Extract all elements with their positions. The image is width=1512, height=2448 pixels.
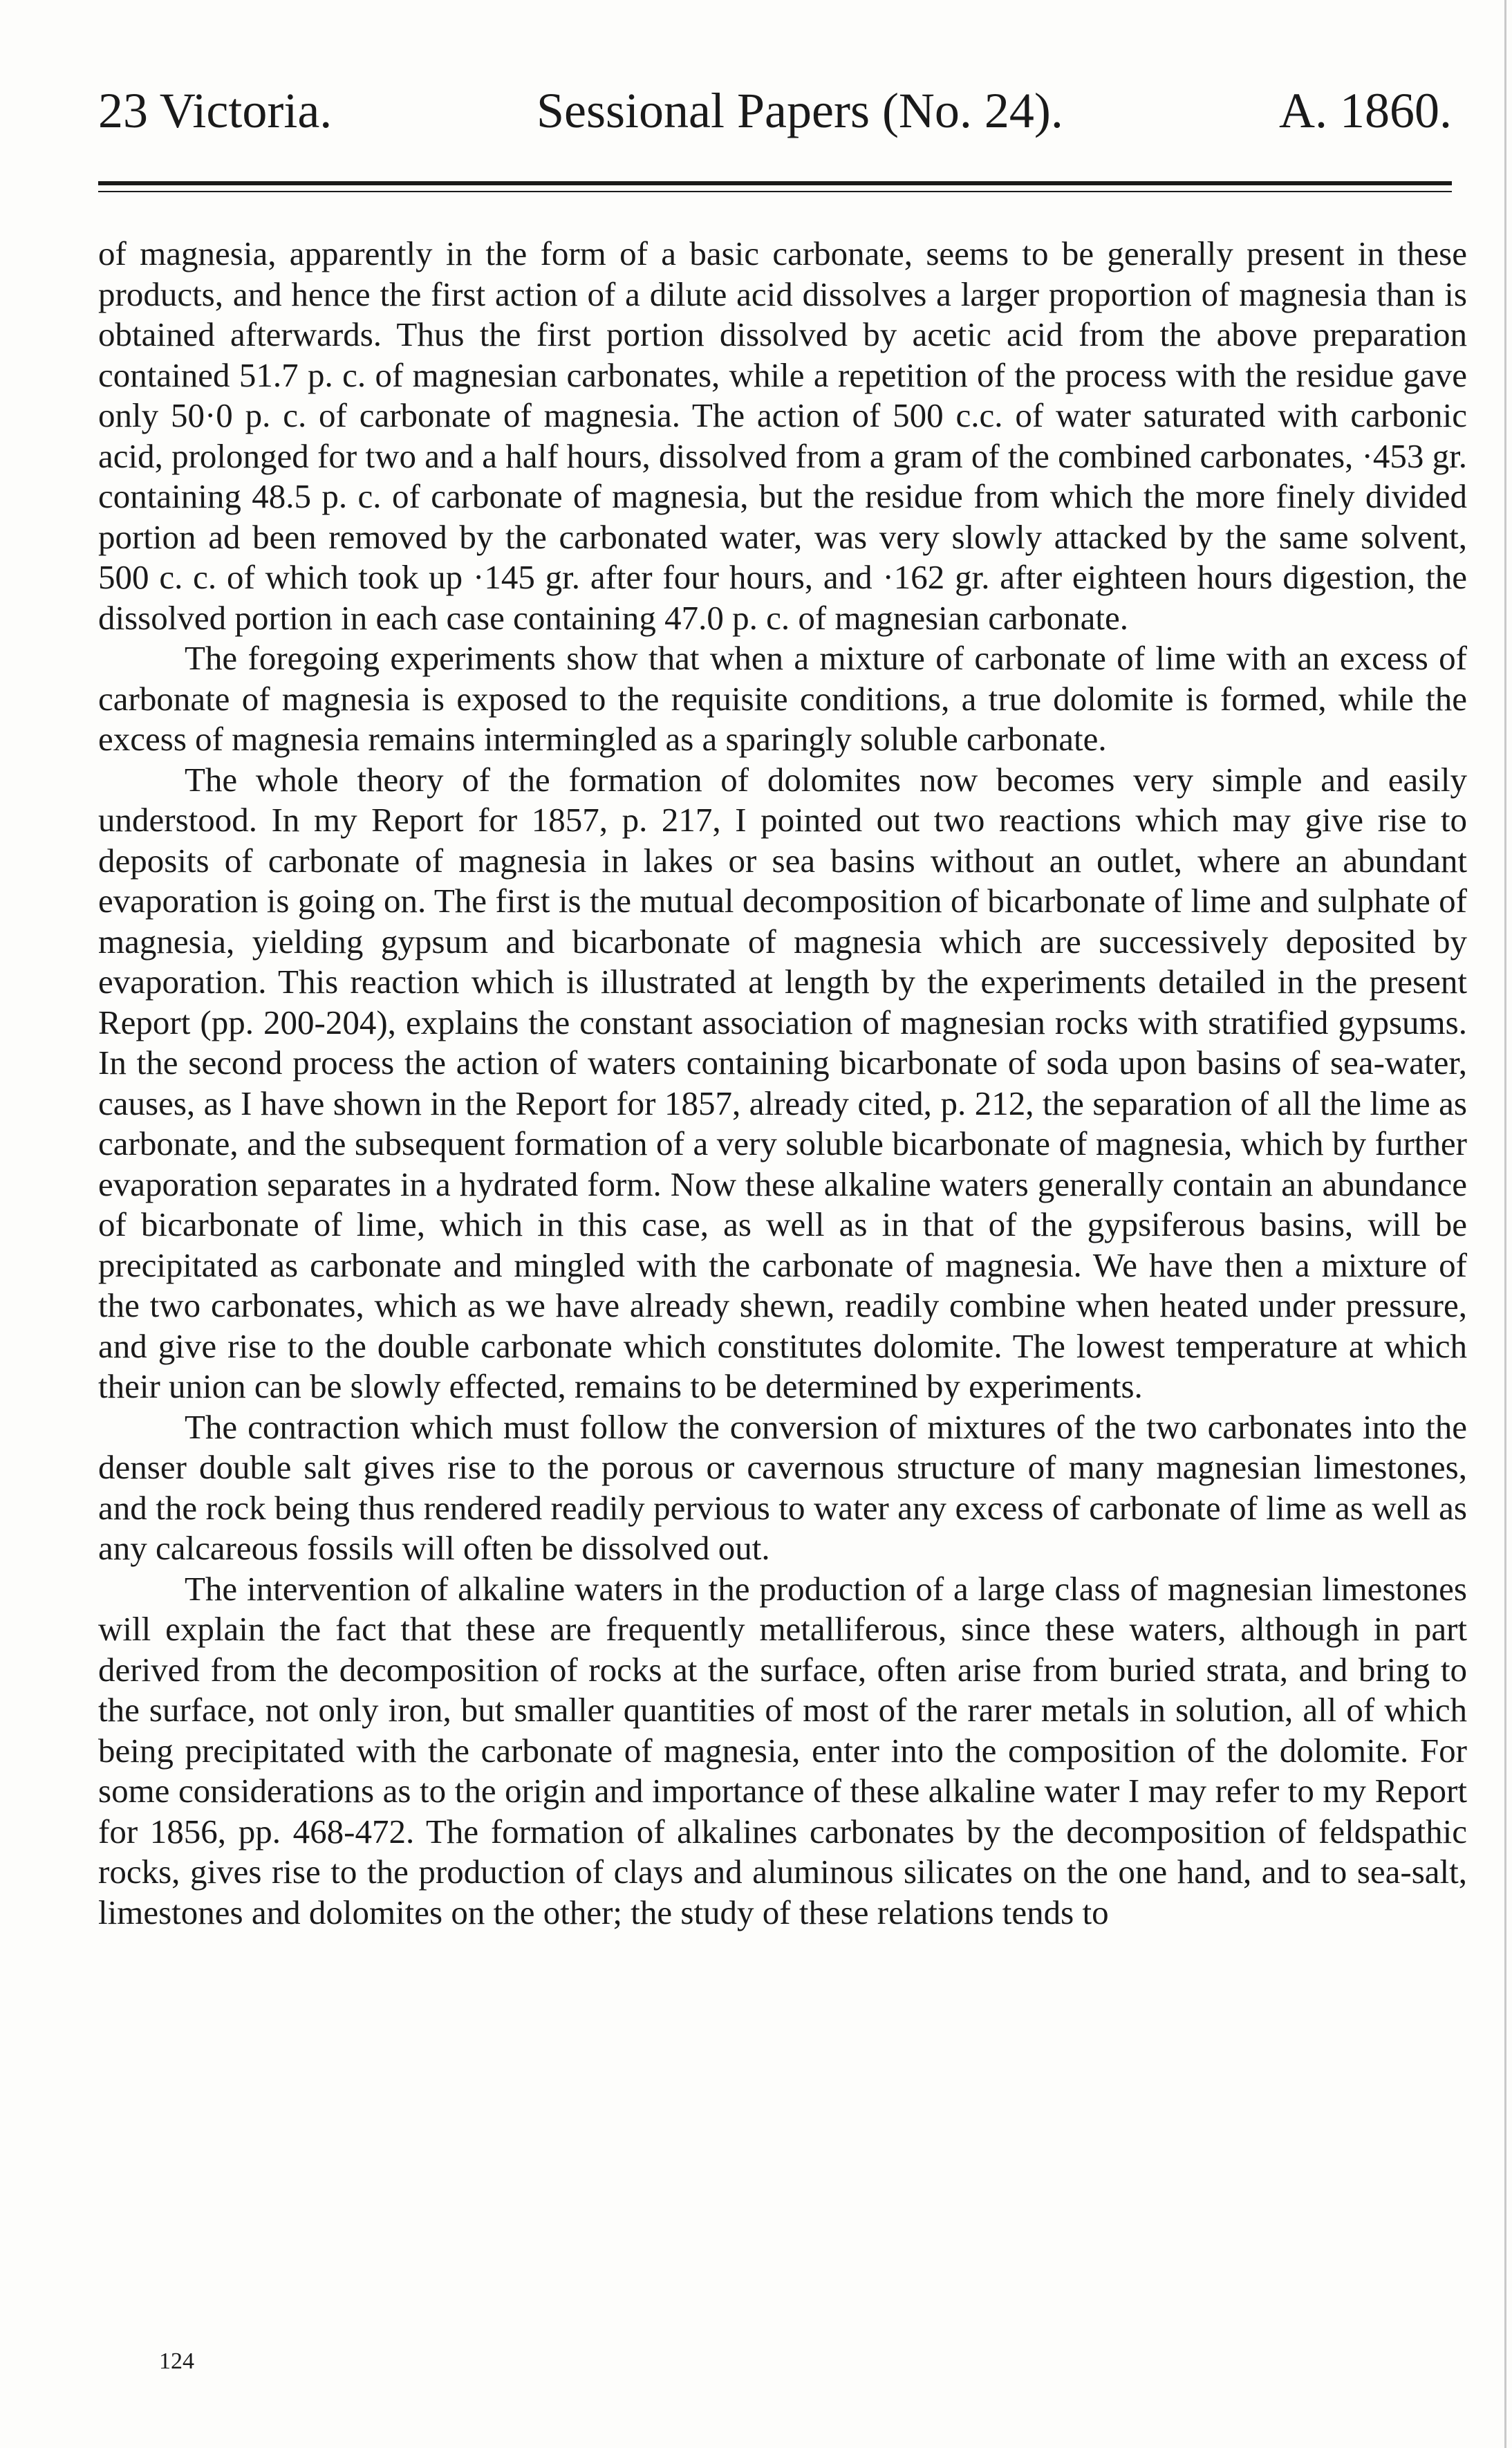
page-number: 124 [159, 2348, 194, 2374]
header-rule-thin [98, 191, 1452, 192]
paragraph-5: The intervention of alkaline waters in the production of a large class of magnesian limestones will explain the fact that these are frequently metalliferous, since these waters, although in part derived from the decomposition of rocks at the surface, often arise from buried strata, and bring to the surface, not only iron, but smaller quantities of most of the rarer metals in solution, all of which being precipitated with the carbonate of magnesia, enter into the composition of the dolomite. For some considerations as to the origin and importance of these alkaline water I may refer to my Report for 1856, pp. 468-472. The formation of alkalines carbonates by the decomposition of feldspathic rocks, gives rise to the production of clays and aluminous silicates on the one hand, and to sea-salt, limestones and dolomites on the other; the study of these relations tends to [98, 1569, 1467, 1931]
paragraph-1: of magnesia, apparently in the form of a basic carbonate, seems to be generally present in these products, and hence the first action of a dilute acid dissolves a larger proportion of magnesia than is obtained afterwards. Thus the first portion dissolved by acetic acid from the above preparation contained 51.7 p. c. of magnesian carbonates, while a repetition of the process with the residue gave only 50·0 p. c. of carbonate of magnesia. The action of 500 c.c. of water saturated with carbonic acid, prolonged for two and a half hours, dissolved from a gram of the combined carbonates, ·453 gr. containing 48.5 p. c. of carbonate of magnesia, but the residue from which the more finely divided portion ad been removed by the carbonated water, was very slowly attacked by the same solvent, 500 c. c. of which took up ·145 gr. after four hours, and ·162 gr. after eighteen hours digestion, the dissolved portion in each case containing 47.0 p. c. of magnesian carbonate. [98, 234, 1467, 637]
header-title: Sessional Papers (No. 24). [536, 83, 1063, 138]
paragraph-4: The contraction which must follow the conversion of mixtures of the two carbonates into the denser double salt gives rise to the porous or cavernous structure of many magnesian limestones, and the rock being thus rendered readily pervious to water any excess of carbonate of lime as well as any calcareous fossils will often be dissolved out. [98, 1407, 1467, 1567]
page-edge-shadow [1504, 0, 1506, 2448]
header-year: A. 1860. [1279, 83, 1452, 138]
running-header [98, 76, 1452, 145]
paragraph-2: The foregoing experiments show that when a mixture of carbonate of lime with an excess of carbonate of magnesia is exposed to the requisite conditions, a true dolomite is formed, while the excess of magnesia remains intermingled as a sparingly soluble carbonate. [98, 639, 1467, 758]
header-session: 23 Victoria. [98, 83, 333, 138]
paragraph-3: The whole theory of the formation of dolomites now becomes very simple and easily understood. In my Report for 1857, p. 217, I pointed out two reactions which may give rise to deposits of carbonate of magnesia in lakes or sea basins without an outlet, where an abundant evaporation is going on. The first is the mutual decomposition of bicarbonate of lime and sulphate of magnesia, yielding gypsum and bicarbonate of magnesia which are successively deposited by evaporation. This reaction which is illustrated at length by the experiments detailed in the present Report (pp. 200-204), explains the constant association of magnesian rocks with stratified gypsums. In the second process the action of waters containing bicarbonate of soda upon basins of sea-water, causes, as I have shown in the Report for 1857, already cited, p. 212, the separation of all the lime as carbonate, and the subsequent formation of a very soluble bicarbonate of magnesia, which by further evaporation separates in a hydrated form. Now these alkaline waters generally contain an abundance of bicarbonate of lime, which in this case, as well as in that of the gypsiferous basins, will be precipitated as carbonate and mingled with the carbonate of magnesia. We have then a mixture of the two carbonates, which as we have already shewn, readily combine when heated under pressure, and give rise to the double carbonate which constitutes dolomite. The lowest temperature at which their union can be slowly effected, remains to be determined by experiments. [98, 760, 1467, 1405]
body-text [98, 234, 1467, 2281]
header-rule-thick [98, 181, 1452, 185]
